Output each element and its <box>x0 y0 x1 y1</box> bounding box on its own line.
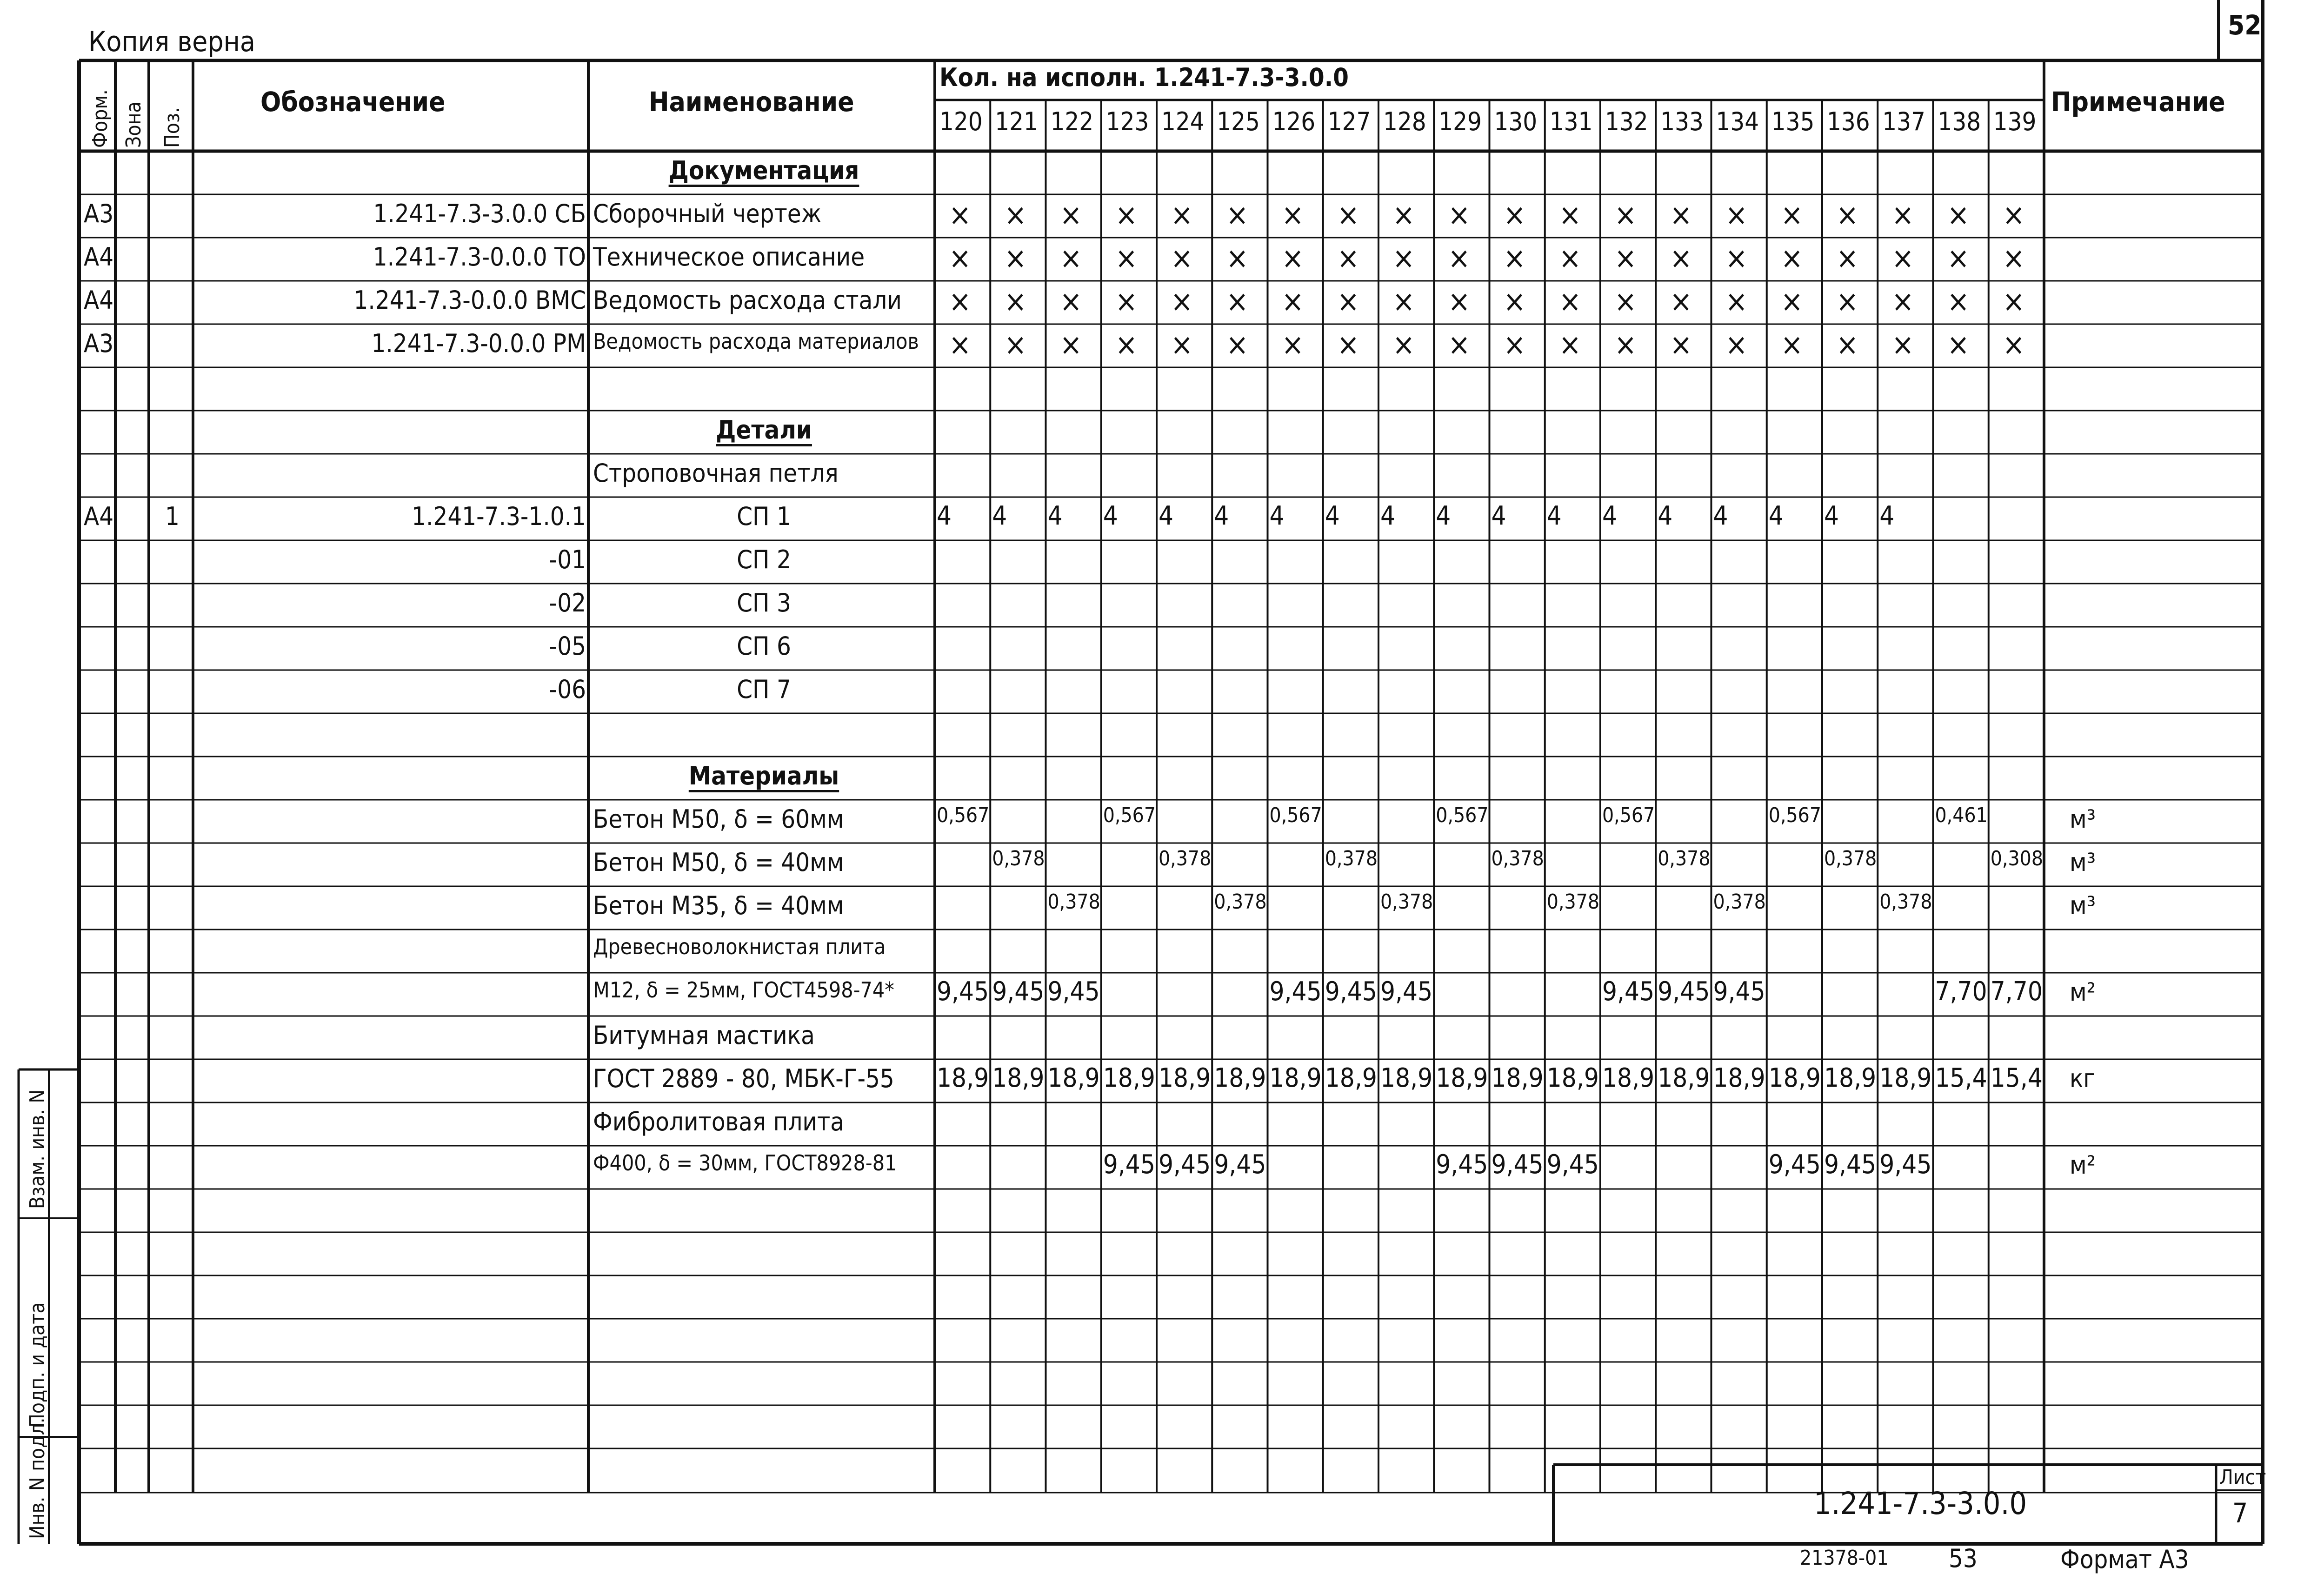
mark-cell: × <box>949 285 972 319</box>
mark-cell: × <box>2002 241 2025 276</box>
mark-cell: × <box>1004 285 1027 319</box>
mark-cell: × <box>1059 328 1082 362</box>
mark-cell: × <box>1337 198 1359 232</box>
value-cell: 4 <box>1159 501 1174 531</box>
mark-cell: × <box>1558 285 1581 319</box>
mark-cell: × <box>1337 328 1359 362</box>
value-cell: 9,45 <box>1658 976 1710 1007</box>
value-cell: 18,9 <box>1491 1063 1544 1093</box>
value-cell: 0,378 <box>1214 890 1267 914</box>
mark-cell: × <box>1448 328 1471 362</box>
row-name: Сборочный чертеж <box>593 199 822 228</box>
mark-cell: × <box>1836 241 1859 276</box>
copy-certified-note: Копия верна <box>88 26 256 58</box>
mark-cell: × <box>1670 198 1692 232</box>
row-designation: 1.241-7.3-3.0.0 СБ <box>373 199 586 228</box>
mark-cell: × <box>1171 198 1193 232</box>
value-cell: 0,378 <box>1879 890 1932 914</box>
mark-cell: × <box>1947 241 1970 276</box>
value-cell: 4 <box>992 501 1007 531</box>
value-cell: 4 <box>1047 501 1063 531</box>
value-cell: 4 <box>1824 501 1839 531</box>
value-cell: 4 <box>1103 501 1118 531</box>
value-cell: 0,378 <box>1491 847 1544 870</box>
row-form: А4 <box>84 242 114 272</box>
header-variant-121: 121 <box>995 107 1038 136</box>
value-cell: 18,9 <box>992 1063 1045 1093</box>
mark-cell: × <box>1171 241 1193 276</box>
row-form: А3 <box>84 199 114 228</box>
value-cell: 18,9 <box>1269 1063 1322 1093</box>
value-cell: 4 <box>937 501 952 531</box>
mark-cell: × <box>1725 285 1748 319</box>
mark-cell: × <box>1947 285 1970 319</box>
value-cell: 4 <box>1879 501 1895 531</box>
header-pos: Поз. <box>160 107 184 148</box>
value-cell: 4 <box>1380 501 1396 531</box>
mark-cell: × <box>1337 285 1359 319</box>
value-cell: 0,461 <box>1935 804 1988 827</box>
header-variant-131: 131 <box>1549 107 1593 136</box>
row-name: Битумная мастика <box>593 1021 815 1050</box>
mark-cell: × <box>1004 328 1027 362</box>
mark-cell: × <box>1059 198 1082 232</box>
mark-cell: × <box>1670 241 1692 276</box>
mark-cell: × <box>1947 328 1970 362</box>
mark-cell: × <box>1780 285 1803 319</box>
row-designation: 1.241-7.3-0.0.0 ВМС <box>353 286 586 315</box>
value-cell: 18,9 <box>937 1063 989 1093</box>
mark-cell: × <box>1281 198 1304 232</box>
mark-cell: × <box>1448 285 1471 319</box>
header-variant-120: 120 <box>939 107 983 136</box>
value-cell: 9,45 <box>992 976 1045 1007</box>
value-cell: 18,9 <box>1159 1063 1211 1093</box>
mark-cell: × <box>1614 285 1637 319</box>
row-designation: -06 <box>549 675 586 704</box>
value-cell: 4 <box>1491 501 1506 531</box>
row-note: м³ <box>2070 848 2096 877</box>
row-designation: -02 <box>549 588 586 618</box>
value-cell: 0,378 <box>1824 847 1877 870</box>
value-cell: 9,45 <box>1879 1149 1932 1180</box>
row-note: кг <box>2070 1064 2095 1093</box>
title-sheet-label: Лист <box>2219 1466 2266 1489</box>
value-cell: 4 <box>1768 501 1784 531</box>
header-variant-128: 128 <box>1383 107 1426 136</box>
stamp-replace-inv: Взам. инв. N <box>26 1089 49 1209</box>
row-designation: 1.241-7.3-0.0.0 ТО <box>373 242 586 272</box>
mark-cell: × <box>1891 285 1914 319</box>
value-cell: 9,45 <box>1214 1149 1266 1180</box>
mark-cell: × <box>1004 241 1027 276</box>
mark-cell: × <box>1670 328 1692 362</box>
row-name: СП 7 <box>737 675 791 704</box>
mark-cell: × <box>1392 198 1415 232</box>
row-name: СП 2 <box>737 545 791 574</box>
header-variant-122: 122 <box>1050 107 1094 136</box>
mark-cell: × <box>1171 285 1193 319</box>
header-variant-139: 139 <box>1993 107 2037 136</box>
mark-cell: × <box>1503 328 1526 362</box>
value-cell: 9,45 <box>1602 976 1655 1007</box>
mark-cell: × <box>1891 198 1914 232</box>
header-variant-138: 138 <box>1938 107 1981 136</box>
row-designation: 1.241-7.3-0.0.0 РМ <box>371 329 586 358</box>
mark-cell: × <box>1780 198 1803 232</box>
mark-cell: × <box>2002 198 2025 232</box>
row-name: СП 6 <box>737 631 791 661</box>
header-variant-130: 130 <box>1494 107 1538 136</box>
row-name: Техническое описание <box>593 242 865 272</box>
mark-cell: × <box>1059 285 1082 319</box>
mark-cell: × <box>1614 198 1637 232</box>
row-name: Строповочная петля <box>593 458 839 488</box>
row-name: Ведомость расхода стали <box>593 286 902 315</box>
mark-cell: × <box>1836 285 1859 319</box>
value-cell: 0,378 <box>1713 890 1766 914</box>
value-cell: 0,308 <box>1990 847 2044 870</box>
value-cell: 0,378 <box>1546 890 1600 914</box>
value-cell: 18,9 <box>1602 1063 1655 1093</box>
value-cell: 15,4 <box>1935 1063 1987 1093</box>
value-cell: 9,45 <box>1103 1149 1155 1180</box>
mark-cell: × <box>949 241 972 276</box>
value-cell: 0,378 <box>1047 890 1100 914</box>
value-cell: 0,378 <box>1380 890 1433 914</box>
value-cell: 18,9 <box>1214 1063 1266 1093</box>
value-cell: 18,9 <box>1380 1063 1433 1093</box>
value-cell: 4 <box>1436 501 1451 531</box>
mark-cell: × <box>1226 198 1249 232</box>
mark-cell: × <box>1670 285 1692 319</box>
row-name: М12, δ = 25мм, ГОСТ4598-74* <box>593 977 894 1003</box>
value-cell: 18,9 <box>1436 1063 1488 1093</box>
mark-cell: × <box>1281 241 1304 276</box>
row-name: СП 1 <box>737 502 791 531</box>
row-designation: 1.241-7.3-1.0.1 <box>412 502 586 531</box>
value-cell: 9,45 <box>1768 1149 1821 1180</box>
mark-cell: × <box>1392 241 1415 276</box>
mark-cell: × <box>1392 328 1415 362</box>
row-note: м³ <box>2070 804 2096 834</box>
value-cell: 18,9 <box>1768 1063 1821 1093</box>
value-cell: 18,9 <box>1103 1063 1155 1093</box>
row-name: СП 3 <box>737 588 791 618</box>
header-variant-132: 132 <box>1605 107 1648 136</box>
row-name: Древесноволокнистая плита <box>593 934 886 959</box>
header-name: Наименование <box>649 86 854 118</box>
mark-cell: × <box>1448 198 1471 232</box>
row-name: Бетон М50, δ = 60мм <box>593 804 844 834</box>
mark-cell: × <box>1281 285 1304 319</box>
value-cell: 4 <box>1602 501 1618 531</box>
value-cell: 9,45 <box>1047 976 1100 1007</box>
value-cell: 0,567 <box>937 804 990 827</box>
mark-cell: × <box>949 328 972 362</box>
row-note: м³ <box>2070 891 2096 920</box>
header-variant-124: 124 <box>1161 107 1205 136</box>
row-name: Бетон М35, δ = 40мм <box>593 891 844 920</box>
header-variant-123: 123 <box>1105 107 1149 136</box>
title-doc-code: 1.241-7.3-3.0.0 <box>1814 1486 2027 1521</box>
mark-cell: × <box>1891 241 1914 276</box>
mark-cell: × <box>1281 328 1304 362</box>
mark-cell: × <box>1226 285 1249 319</box>
mark-cell: × <box>1115 241 1138 276</box>
value-cell: 9,45 <box>1269 976 1322 1007</box>
mark-cell: × <box>1558 241 1581 276</box>
value-cell: 4 <box>1325 501 1340 531</box>
value-cell: 18,9 <box>1824 1063 1877 1093</box>
header-form: Форм. <box>88 89 112 148</box>
mark-cell: × <box>1004 198 1027 232</box>
mark-cell: × <box>1503 198 1526 232</box>
mark-cell: × <box>2002 285 2025 319</box>
mark-cell: × <box>1558 198 1581 232</box>
value-cell: 9,45 <box>1546 1149 1599 1180</box>
mark-cell: × <box>1226 328 1249 362</box>
stamp-sign-date: Подп. и дата <box>26 1302 49 1428</box>
row-name: Ведомость расхода материалов <box>593 329 919 354</box>
mark-cell: × <box>1725 328 1748 362</box>
mark-cell: × <box>1115 198 1138 232</box>
mark-cell: × <box>1059 241 1082 276</box>
value-cell: 0,567 <box>1103 804 1156 827</box>
value-cell: 4 <box>1713 501 1728 531</box>
mark-cell: × <box>1614 328 1637 362</box>
mark-cell: × <box>1836 328 1859 362</box>
header-variant-135: 135 <box>1771 107 1815 136</box>
header-variant-126: 126 <box>1272 107 1316 136</box>
value-cell: 0,378 <box>992 847 1045 870</box>
mark-cell: × <box>1558 328 1581 362</box>
mark-cell: × <box>1780 241 1803 276</box>
header-variant-133: 133 <box>1660 107 1704 136</box>
mark-cell: × <box>1171 328 1193 362</box>
stamp-inv-orig: Инв. N подл. <box>26 1417 49 1539</box>
header-designation: Обозначение <box>260 86 446 118</box>
row-form: А4 <box>84 286 114 315</box>
corner-sheet-number: 52 <box>2228 9 2262 41</box>
value-cell: 0,378 <box>1159 847 1212 870</box>
header-note: Примечание <box>2051 86 2225 118</box>
row-name: ГОСТ 2889 - 80, МБК-Г-55 <box>593 1064 894 1093</box>
mark-cell: × <box>1337 241 1359 276</box>
value-cell: 0,378 <box>1325 847 1378 870</box>
header-qty-title: Кол. на исполн. 1.241-7.3-3.0.0 <box>939 63 1349 92</box>
value-cell: 7,70 <box>1990 976 2043 1007</box>
footer-archive-sheet: 53 <box>1949 1544 1978 1573</box>
value-cell: 9,45 <box>937 976 989 1007</box>
value-cell: 4 <box>1269 501 1285 531</box>
value-cell: 9,45 <box>1380 976 1433 1007</box>
section-heading: Документация <box>668 156 859 185</box>
mark-cell: × <box>1115 328 1138 362</box>
row-name: Бетон М50, δ = 40мм <box>593 848 844 877</box>
section-heading: Детали <box>716 415 812 445</box>
row-name: Ф400, δ = 30мм, ГОСТ8928-81 <box>593 1150 897 1176</box>
mark-cell: × <box>1947 198 1970 232</box>
row-designation: -01 <box>549 545 586 574</box>
mark-cell: × <box>1780 328 1803 362</box>
header-variant-136: 136 <box>1827 107 1870 136</box>
mark-cell: × <box>1503 285 1526 319</box>
mark-cell: × <box>1448 241 1471 276</box>
mark-cell: × <box>1725 241 1748 276</box>
value-cell: 0,567 <box>1436 804 1489 827</box>
title-sheet-no: 7 <box>2232 1497 2248 1529</box>
header-variant-127: 127 <box>1327 107 1371 136</box>
row-name: Фибролитовая плита <box>593 1107 845 1136</box>
mark-cell: × <box>1614 241 1637 276</box>
value-cell: 0,567 <box>1269 804 1322 827</box>
mark-cell: × <box>2002 328 2025 362</box>
value-cell: 4 <box>1546 501 1562 531</box>
row-form: А4 <box>84 502 114 531</box>
value-cell: 15,4 <box>1990 1063 2043 1093</box>
value-cell: 18,9 <box>1658 1063 1710 1093</box>
value-cell: 9,45 <box>1436 1149 1488 1180</box>
header-zone: Зона <box>122 101 146 148</box>
row-designation: -05 <box>549 631 586 661</box>
value-cell: 0,567 <box>1602 804 1655 827</box>
value-cell: 18,9 <box>1713 1063 1765 1093</box>
mark-cell: × <box>1836 198 1859 232</box>
mark-cell: × <box>949 198 972 232</box>
value-cell: 18,9 <box>1047 1063 1100 1093</box>
value-cell: 4 <box>1214 501 1229 531</box>
mark-cell: × <box>1891 328 1914 362</box>
mark-cell: × <box>1503 241 1526 276</box>
row-pos: 1 <box>165 502 180 531</box>
value-cell: 18,9 <box>1879 1063 1932 1093</box>
value-cell: 18,9 <box>1325 1063 1377 1093</box>
value-cell: 9,45 <box>1325 976 1377 1007</box>
footer-format: Формат А3 <box>2060 1545 2189 1574</box>
section-heading: Материалы <box>688 761 839 790</box>
mark-cell: × <box>1392 285 1415 319</box>
value-cell: 0,378 <box>1658 847 1711 870</box>
mark-cell: × <box>1226 241 1249 276</box>
value-cell: 9,45 <box>1159 1149 1211 1180</box>
footer-archive-no: 21378-01 <box>1800 1546 1889 1570</box>
value-cell: 7,70 <box>1935 976 1987 1007</box>
value-cell: 0,567 <box>1768 804 1822 827</box>
row-note: м² <box>2070 977 2096 1007</box>
row-form: А3 <box>84 329 114 358</box>
header-variant-125: 125 <box>1217 107 1260 136</box>
header-variant-129: 129 <box>1438 107 1482 136</box>
row-note: м² <box>2070 1150 2096 1180</box>
value-cell: 9,45 <box>1491 1149 1544 1180</box>
value-cell: 9,45 <box>1824 1149 1877 1180</box>
mark-cell: × <box>1725 198 1748 232</box>
value-cell: 18,9 <box>1546 1063 1599 1093</box>
value-cell: 4 <box>1658 501 1673 531</box>
header-variant-134: 134 <box>1716 107 1759 136</box>
header-variant-137: 137 <box>1882 107 1925 136</box>
mark-cell: × <box>1115 285 1138 319</box>
value-cell: 9,45 <box>1713 976 1765 1007</box>
